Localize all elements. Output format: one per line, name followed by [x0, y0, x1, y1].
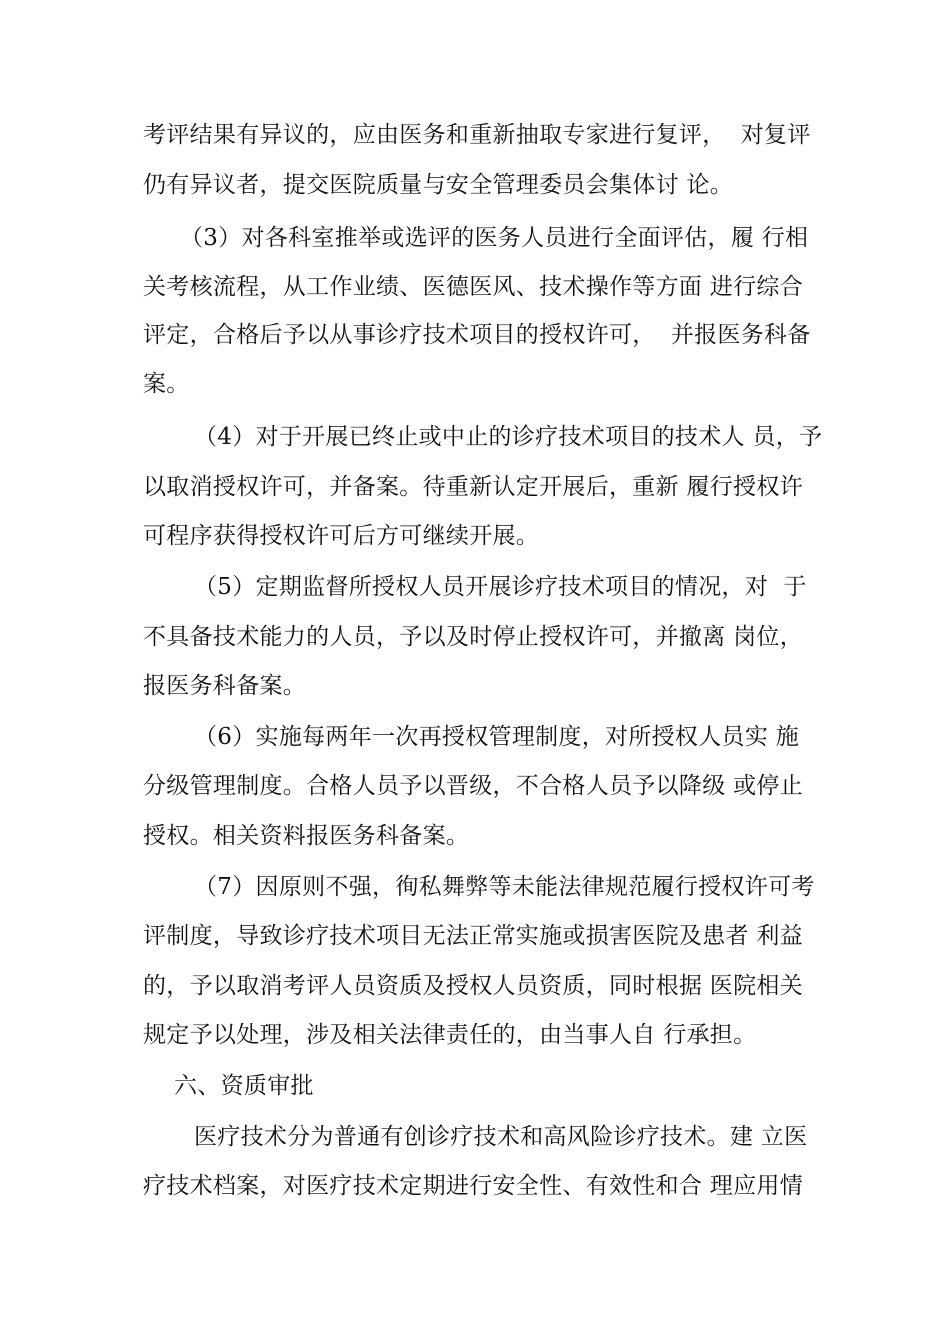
list-item-3: （3）对各科室推举或选评的医务人员进行全面评估，履 行相: [180, 225, 809, 251]
text-line: 报医务科备案。: [143, 673, 307, 699]
list-item-4: （4）对于开展已终止或中止的诊疗技术项目的技术人 员，予: [194, 424, 823, 450]
text-line: 评制度，导致诊疗技术项目无法正常实施或损害医院及患者 利益: [143, 923, 804, 949]
text-line: 案。: [143, 371, 190, 397]
text-line: 关考核流程，从工作业绩、医德医风、技术操作等方面 进行综合: [143, 274, 804, 300]
text-line: 的，予以取消考评人员资质及授权人员资质，同时根据 医院相关: [143, 973, 804, 999]
text-line: 规定予以处理，涉及相关法律责任的，由当事人自 行承担。: [143, 1022, 757, 1048]
text-line: 授权。相关资料报医务科备案。: [143, 823, 470, 849]
text-line: 分级管理制度。合格人员予以晋级，不合格人员予以降级 或停止: [143, 773, 804, 799]
paragraph-start: 医疗技术分为普通有创诊疗技术和高风险诊疗技术。建 立医: [194, 1124, 808, 1150]
text-line: 以取消授权许可，并备案。待重新认定开展后，重新 履行授权许: [143, 474, 804, 500]
section-heading: 六、资质审批: [174, 1073, 314, 1099]
text-line: 可程序获得授权许可后方可继续开展。: [143, 523, 540, 549]
text-line: 考评结果有异议的，应由医务和重新抽取专家进行复评， 对复评: [143, 122, 811, 148]
text-line: 不具备技术能力的人员，予以及时停止授权许可，并撤离 岗位，: [143, 624, 804, 650]
text-line: 仍有异议者，提交医院质量与安全管理委员会集体讨 论。: [143, 172, 734, 198]
text-line: 评定，合格后予以从事诊疗技术项目的授权许可， 并报医务科备: [143, 322, 811, 348]
list-item-7: （7）因原则不强，徇私舞弊等未能法律规范履行授权许可考: [194, 874, 815, 900]
list-item-5: （5）定期监督所授权人员开展诊疗技术项目的情况，对 于: [194, 574, 807, 600]
list-item-6: （6）实施每两年一次再授权管理制度，对所授权人员实 施: [194, 724, 800, 750]
text-line: 疗技术档案，对医疗技术定期进行安全性、有效性和合 理应用情: [143, 1173, 804, 1199]
